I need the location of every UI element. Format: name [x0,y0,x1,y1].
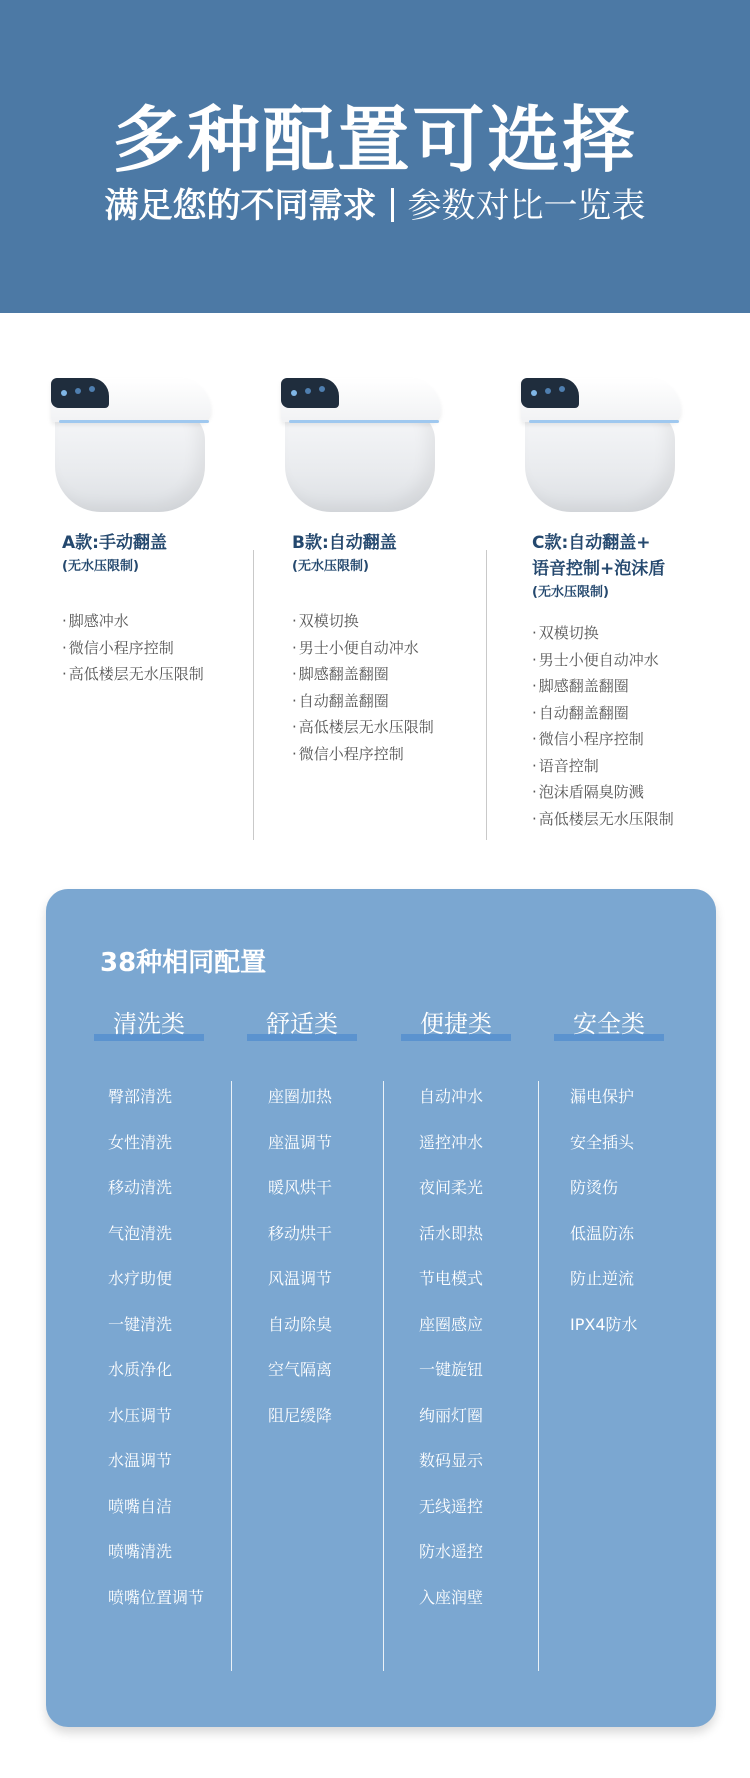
list-item: 漏电保护 [570,1087,635,1106]
list-item: 移动烘干 [268,1223,333,1243]
feature-list [40,608,260,688]
list-item: 喷嘴清洗 [108,1542,173,1561]
list-item: · 泡沫盾隔臭防溅 [532,779,730,806]
list-item: 暖风烘干 [268,1178,333,1197]
toilet-image [275,370,445,520]
list-item: · 微信小程序控制 [532,726,730,753]
list-item: 臀部清洗 [108,1087,173,1106]
list-item: 一键旋钮 [419,1360,484,1379]
list-item: 座圈感应 [419,1314,484,1334]
list-item: · 双模切换 [292,608,490,635]
category-list-cleaning [108,1074,204,1620]
feature-list [270,608,490,767]
list-item: · 男士小便自动冲水 [292,635,490,662]
category-header: 便捷类 [401,1004,511,1039]
list-item: 夜间柔光 [419,1178,484,1197]
list-item: · 自动翻盖翻圈 [292,688,490,715]
category-header: 清洗类 [94,1004,204,1039]
common-config-card [46,889,716,1727]
model-b [270,370,490,767]
list-item: 活水即热 [419,1223,484,1243]
model-note: (无水压限制) [292,559,369,574]
toilet-image [45,370,215,520]
list-item: 座圈加热 [268,1087,333,1106]
toilet-image [515,370,685,520]
list-item: 水温调节 [108,1451,173,1470]
list-item: · 男士小便自动冲水 [532,647,730,674]
list-item: 移动清洗 [108,1178,173,1197]
list-item: 防止逆流 [570,1269,635,1288]
list-item: · 脚感翻盖翻圈 [532,673,730,700]
list-item: 水疗助便 [108,1269,173,1288]
list-item: · 高低楼层无水压限制 [532,806,730,833]
list-item: 喷嘴自洁 [108,1496,173,1516]
category-list-comfort [268,1074,332,1438]
list-item: 阻尼缓降 [268,1405,333,1425]
list-item: 安全插头 [570,1132,635,1152]
page-title: 多种配置可选择 [112,98,638,182]
category-header: 安全类 [554,1004,664,1039]
header-banner [0,0,750,313]
list-item: 数码显示 [419,1451,484,1470]
card-title: 38种相同配置 [100,948,267,978]
list-item: 无线遥控 [419,1496,484,1516]
list-item: 低温防冻 [570,1223,635,1243]
list-item: · 语音控制 [532,753,730,780]
list-item: · 自动翻盖翻圈 [532,700,730,727]
list-item: 防水遥控 [419,1542,484,1561]
list-item: · 微信小程序控制 [292,741,490,768]
model-name: B款:自动翻盖 [292,533,397,553]
list-item: 自动除臭 [268,1314,333,1334]
column-divider [486,550,487,840]
model-a [40,370,260,688]
list-item: 入座润壁 [419,1587,484,1607]
list-item: 水压调节 [108,1405,173,1425]
category-list-convenience [419,1074,483,1620]
list-item: 节电模式 [419,1269,484,1288]
model-c [510,370,730,832]
list-item: · 脚感冲水 [62,608,260,635]
subtitle-divider [391,188,394,222]
model-name: A款:手动翻盖 [62,533,167,553]
column-divider [231,1081,232,1671]
list-item: · 脚感翻盖翻圈 [292,661,490,688]
category-list-safety [570,1074,638,1347]
list-item: · 双模切换 [532,620,730,647]
list-item: 女性清洗 [108,1132,173,1152]
list-item: · 高低楼层无水压限制 [62,661,260,688]
list-item: 气泡清洗 [108,1223,173,1243]
model-note: (无水压限制) [532,585,609,600]
list-item: · 微信小程序控制 [62,635,260,662]
column-divider [253,550,254,840]
list-item: 水质净化 [108,1360,173,1379]
subtitle-light: 参数对比一览表 [407,186,646,226]
feature-list [510,620,730,832]
list-item: 防烫伤 [570,1178,619,1197]
category-header: 舒适类 [247,1004,357,1039]
list-item: 一键清洗 [108,1314,173,1334]
list-item: 空气隔离 [268,1360,333,1379]
page-subtitle [0,178,750,227]
model-note: (无水压限制) [62,559,139,574]
column-divider [383,1081,384,1671]
column-divider [538,1081,539,1671]
list-item: · 高低楼层无水压限制 [292,714,490,741]
list-item: 绚丽灯圈 [419,1405,484,1425]
list-item: 自动冲水 [419,1087,484,1106]
list-item: 风温调节 [268,1269,333,1288]
model-name-line2: 语音控制+泡沫盾 [532,559,666,579]
list-item: 遥控冲水 [419,1132,484,1152]
list-item: 喷嘴位置调节 [108,1587,205,1607]
subtitle-strong: 满足您的不同需求 [104,186,377,226]
model-name: C款:自动翻盖+ [532,533,651,553]
list-item: 座温调节 [268,1132,333,1152]
list-item: IPX4防水 [570,1314,638,1334]
